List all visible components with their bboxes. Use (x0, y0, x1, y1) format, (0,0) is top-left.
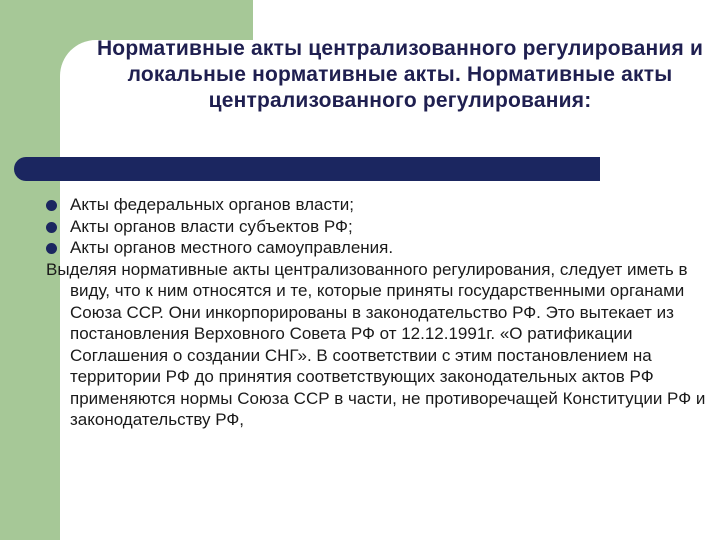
list-item (46, 194, 706, 216)
slide-content (46, 194, 706, 431)
list-item-text: Акты федеральных органов власти; (70, 195, 354, 214)
bullet-icon (46, 222, 57, 233)
slide-title: Нормативные акты централизованного регулирования и локальные нормативные акты. Нормативные акты централизованного регулирования: (96, 37, 704, 112)
list-item (46, 237, 706, 259)
bullet-icon (46, 243, 57, 254)
list-item-text: Акты органов местного самоуправления. (70, 238, 394, 257)
list-item-text: Акты органов власти субъектов РФ; (70, 216, 353, 236)
body-paragraph: Выделяя нормативные акты централизованного регулирования, следует иметь в виду, что к ним относятся и те, которые приняты государственными органами Союза ССР. Они инкорпорированы в законодательство РФ. Это вытекает из постановления Верховного Совета РФ от 12.12.1991г. «О ратификации Соглашения о создании СНГ». В соответствии с этим постановлением на территории РФ до принятия соответствующих законодательных актов РФ применяются нормы Союза ССР в части, не противоречащей Конституции РФ и законодательству РФ, (46, 259, 706, 429)
bullet-icon (46, 200, 57, 211)
title-divider-bar (14, 157, 600, 181)
list-item (46, 216, 706, 238)
